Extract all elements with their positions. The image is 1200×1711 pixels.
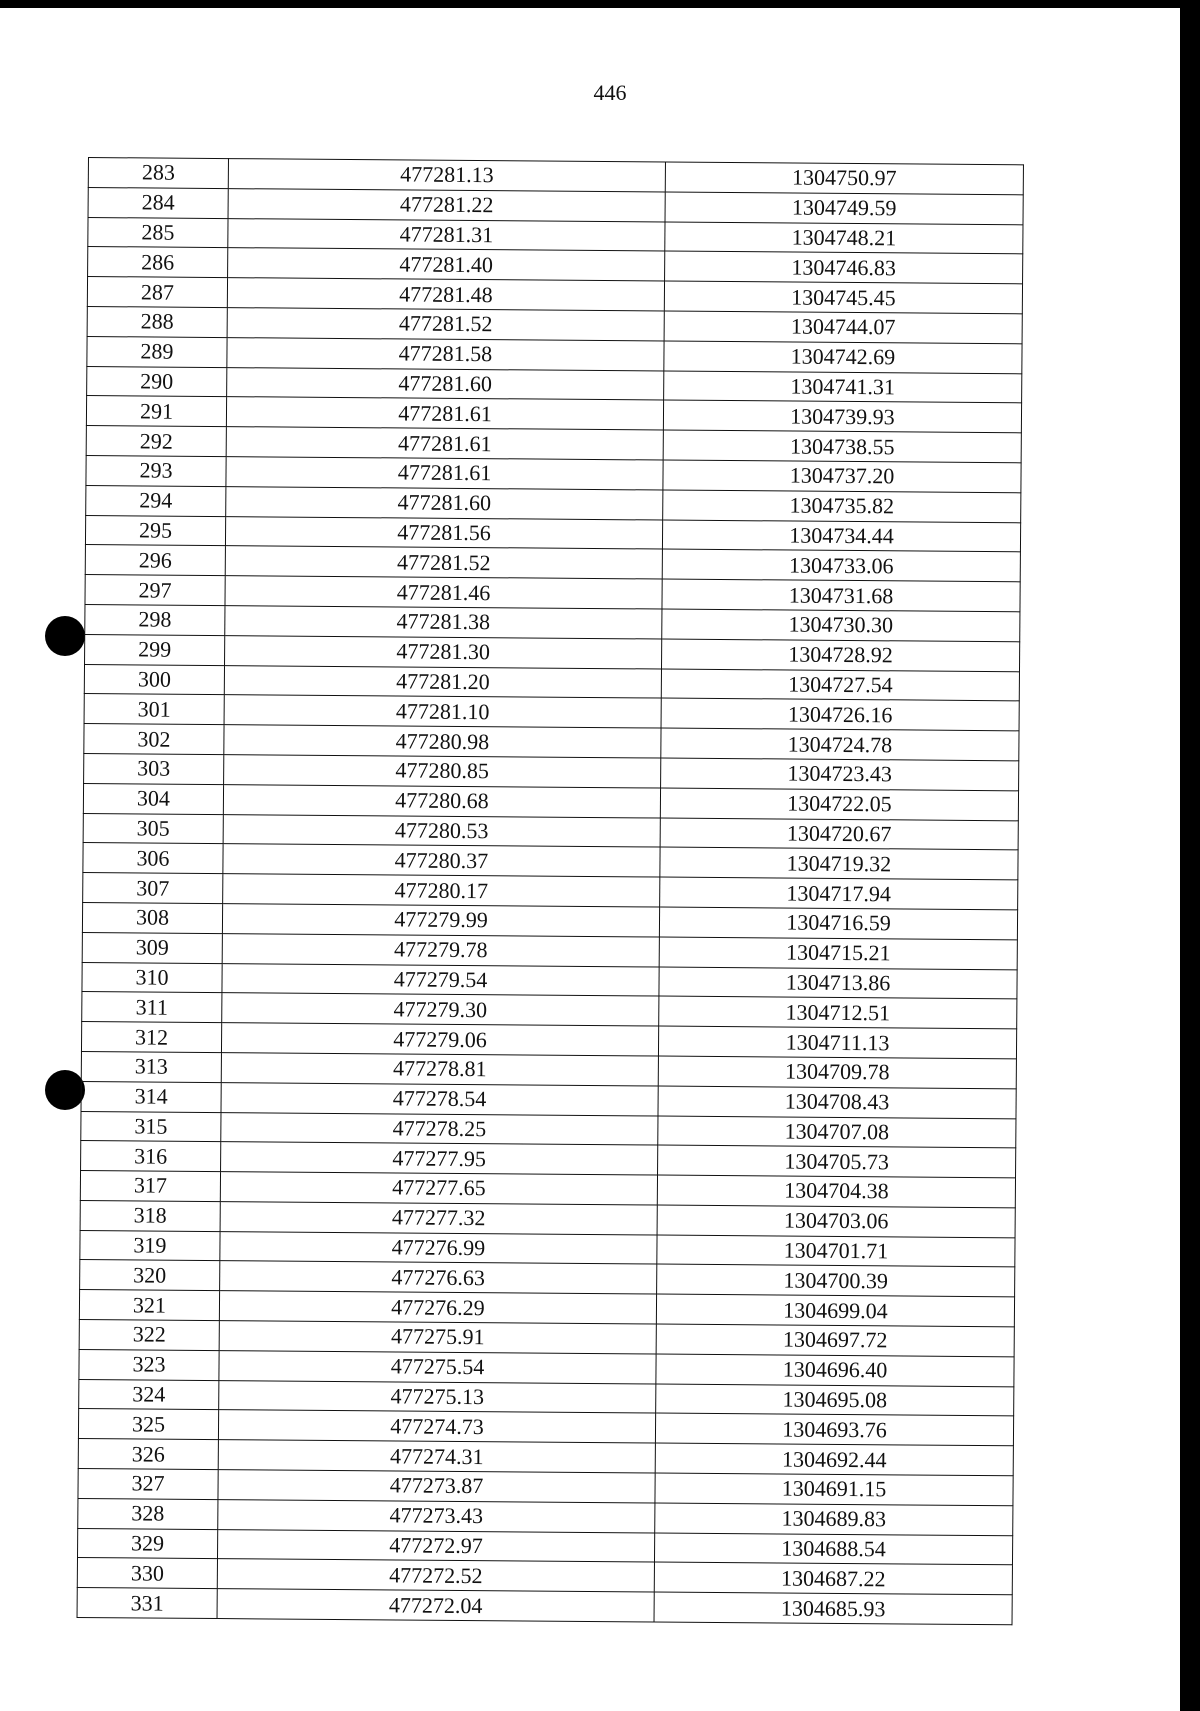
y-coordinate-cell: 1304742.69 [664, 341, 1022, 374]
point-number-cell: 330 [77, 1558, 217, 1589]
y-coordinate-cell: 1304750.97 [665, 162, 1023, 195]
point-number-cell: 305 [83, 813, 223, 844]
point-number-cell: 292 [86, 426, 226, 457]
x-coordinate-cell: 477280.85 [224, 755, 661, 788]
y-coordinate-cell: 1304715.21 [659, 937, 1017, 970]
x-coordinate-cell: 477280.37 [223, 844, 660, 877]
point-number-cell: 295 [85, 515, 225, 546]
point-number-cell: 329 [77, 1528, 217, 1559]
point-number-cell: 307 [83, 873, 223, 904]
point-number-cell: 312 [81, 1022, 221, 1053]
x-coordinate-cell: 477274.31 [218, 1440, 655, 1473]
point-number-cell: 304 [83, 783, 223, 814]
y-coordinate-cell: 1304708.43 [658, 1086, 1016, 1119]
point-number-cell: 322 [79, 1320, 219, 1351]
point-number-cell: 301 [84, 694, 224, 725]
x-coordinate-cell: 477276.99 [220, 1231, 657, 1264]
point-number-cell: 297 [85, 575, 225, 606]
x-coordinate-cell: 477281.10 [224, 695, 661, 728]
point-number-cell: 303 [84, 753, 224, 784]
y-coordinate-cell: 1304723.43 [661, 758, 1019, 791]
x-coordinate-cell: 477281.31 [228, 218, 665, 251]
y-coordinate-cell: 1304693.76 [655, 1413, 1013, 1446]
point-number-cell: 283 [88, 158, 228, 189]
point-number-cell: 325 [78, 1409, 218, 1440]
x-coordinate-cell: 477275.91 [219, 1321, 656, 1354]
point-number-cell: 317 [80, 1171, 220, 1202]
point-number-cell: 288 [87, 306, 227, 337]
y-coordinate-cell: 1304749.59 [665, 192, 1023, 225]
x-coordinate-cell: 477281.48 [227, 278, 664, 311]
x-coordinate-cell: 477281.61 [226, 427, 663, 460]
point-number-cell: 324 [79, 1379, 219, 1410]
point-number-cell: 318 [80, 1200, 220, 1231]
y-coordinate-cell: 1304744.07 [664, 311, 1022, 344]
y-coordinate-cell: 1304719.32 [660, 847, 1018, 880]
y-coordinate-cell: 1304700.39 [657, 1264, 1015, 1297]
x-coordinate-cell: 477281.56 [225, 516, 662, 549]
x-coordinate-cell: 477275.54 [219, 1350, 656, 1383]
point-number-cell: 308 [82, 902, 222, 933]
point-number-cell: 311 [82, 992, 222, 1023]
point-number-cell: 331 [77, 1588, 217, 1619]
y-coordinate-cell: 1304739.93 [663, 400, 1021, 433]
y-coordinate-cell: 1304724.78 [661, 728, 1019, 761]
y-coordinate-cell: 1304695.08 [656, 1384, 1014, 1417]
point-number-cell: 299 [85, 634, 225, 665]
x-coordinate-cell: 477281.61 [226, 457, 663, 490]
x-coordinate-cell: 477281.38 [225, 606, 662, 639]
point-number-cell: 291 [86, 396, 226, 427]
x-coordinate-cell: 477281.60 [226, 486, 663, 519]
y-coordinate-cell: 1304731.68 [662, 579, 1020, 612]
x-coordinate-cell: 477281.13 [228, 159, 665, 192]
y-coordinate-cell: 1304692.44 [655, 1443, 1013, 1476]
x-coordinate-cell: 477281.46 [225, 576, 662, 609]
x-coordinate-cell: 477277.95 [221, 1142, 658, 1175]
x-coordinate-cell: 477281.40 [228, 248, 665, 281]
y-coordinate-cell: 1304705.73 [658, 1145, 1016, 1178]
table-row [77, 1588, 1012, 1625]
x-coordinate-cell: 477281.52 [225, 546, 662, 579]
point-number-cell: 328 [78, 1498, 218, 1529]
point-number-cell: 315 [81, 1111, 221, 1142]
x-coordinate-cell: 477278.81 [221, 1052, 658, 1085]
point-number-cell: 284 [88, 187, 228, 218]
y-coordinate-cell: 1304733.06 [662, 549, 1020, 582]
point-number-cell: 326 [78, 1439, 218, 1470]
y-coordinate-cell: 1304720.67 [660, 818, 1018, 851]
y-coordinate-cell: 1304697.72 [656, 1324, 1014, 1357]
punch-hole-mark [45, 1070, 85, 1110]
x-coordinate-cell: 477280.98 [224, 725, 661, 758]
y-coordinate-cell: 1304726.16 [661, 698, 1019, 731]
point-number-cell: 300 [84, 664, 224, 695]
x-coordinate-cell: 477276.63 [220, 1261, 657, 1294]
point-number-cell: 285 [88, 217, 228, 248]
y-coordinate-cell: 1304696.40 [656, 1354, 1014, 1387]
y-coordinate-cell: 1304734.44 [662, 520, 1020, 553]
y-coordinate-cell: 1304717.94 [660, 877, 1018, 910]
y-coordinate-cell: 1304712.51 [659, 996, 1017, 1029]
point-number-cell: 287 [87, 277, 227, 308]
y-coordinate-cell: 1304741.31 [664, 371, 1022, 404]
y-coordinate-cell: 1304713.86 [659, 967, 1017, 1000]
x-coordinate-cell: 477273.87 [218, 1470, 655, 1503]
document-page [0, 8, 1180, 1711]
x-coordinate-cell: 477279.99 [222, 904, 659, 937]
x-coordinate-cell: 477281.20 [224, 665, 661, 698]
punch-hole-mark [45, 616, 85, 656]
x-coordinate-cell: 477278.54 [221, 1082, 658, 1115]
x-coordinate-cell: 477281.30 [225, 635, 662, 668]
point-number-cell: 286 [88, 247, 228, 278]
x-coordinate-cell: 477279.06 [221, 1023, 658, 1056]
y-coordinate-cell: 1304735.82 [663, 490, 1021, 523]
point-number-cell: 323 [79, 1349, 219, 1380]
y-coordinate-cell: 1304730.30 [662, 609, 1020, 642]
x-coordinate-cell: 477273.43 [218, 1499, 655, 1532]
x-coordinate-cell: 477275.13 [219, 1380, 656, 1413]
point-number-cell: 310 [82, 962, 222, 993]
x-coordinate-cell: 477276.29 [219, 1291, 656, 1324]
y-coordinate-cell: 1304701.71 [657, 1235, 1015, 1268]
point-number-cell: 309 [82, 932, 222, 963]
x-coordinate-cell: 477281.52 [227, 308, 664, 341]
point-number-cell: 289 [87, 336, 227, 367]
y-coordinate-cell: 1304709.78 [658, 1056, 1016, 1089]
point-number-cell: 316 [81, 1141, 221, 1172]
x-coordinate-cell: 477281.61 [226, 397, 663, 430]
x-coordinate-cell: 477280.53 [223, 814, 660, 847]
x-coordinate-cell: 477279.54 [222, 963, 659, 996]
y-coordinate-cell: 1304711.13 [658, 1026, 1016, 1059]
x-coordinate-cell: 477272.04 [217, 1589, 654, 1622]
point-number-cell: 313 [81, 1051, 221, 1082]
point-number-cell: 306 [83, 843, 223, 874]
y-coordinate-cell: 1304687.22 [654, 1562, 1012, 1595]
x-coordinate-cell: 477272.52 [217, 1559, 654, 1592]
page-number: 446 [593, 80, 627, 105]
point-number-cell: 296 [85, 545, 225, 576]
y-coordinate-cell: 1304748.21 [665, 222, 1023, 255]
x-coordinate-cell: 477277.32 [220, 1201, 657, 1234]
x-coordinate-cell: 477281.22 [228, 188, 665, 221]
x-coordinate-cell: 477277.65 [220, 1172, 657, 1205]
point-number-cell: 320 [80, 1260, 220, 1291]
point-number-cell: 298 [85, 604, 225, 635]
y-coordinate-cell: 1304737.20 [663, 460, 1021, 493]
point-number-cell: 294 [86, 485, 226, 516]
y-coordinate-cell: 1304691.15 [655, 1473, 1013, 1506]
y-coordinate-cell: 1304728.92 [661, 639, 1019, 672]
y-coordinate-cell: 1304746.83 [665, 251, 1023, 284]
y-coordinate-cell: 1304727.54 [661, 669, 1019, 702]
x-coordinate-cell: 477281.60 [227, 367, 664, 400]
y-coordinate-cell: 1304689.83 [655, 1503, 1013, 1536]
y-coordinate-cell: 1304688.54 [654, 1533, 1012, 1566]
point-number-cell: 293 [86, 455, 226, 486]
coordinates-table-body [77, 158, 1023, 1625]
y-coordinate-cell: 1304704.38 [657, 1175, 1015, 1208]
x-coordinate-cell: 477280.68 [223, 784, 660, 817]
point-number-cell: 302 [84, 724, 224, 755]
point-number-cell: 290 [87, 366, 227, 397]
x-coordinate-cell: 477272.97 [217, 1529, 654, 1562]
x-coordinate-cell: 477281.58 [227, 337, 664, 370]
x-coordinate-cell: 477278.25 [221, 1112, 658, 1145]
point-number-cell: 319 [80, 1230, 220, 1261]
coordinates-table [77, 157, 1024, 1625]
point-number-cell: 314 [81, 1081, 221, 1112]
x-coordinate-cell: 477274.73 [218, 1410, 655, 1443]
point-number-cell: 327 [78, 1469, 218, 1500]
y-coordinate-cell: 1304707.08 [658, 1116, 1016, 1149]
x-coordinate-cell: 477279.30 [222, 993, 659, 1026]
y-coordinate-cell: 1304745.45 [664, 281, 1022, 314]
y-coordinate-cell: 1304738.55 [663, 430, 1021, 463]
y-coordinate-cell: 1304716.59 [659, 907, 1017, 940]
y-coordinate-cell: 1304722.05 [660, 788, 1018, 821]
x-coordinate-cell: 477279.78 [222, 933, 659, 966]
point-number-cell: 321 [79, 1290, 219, 1321]
y-coordinate-cell: 1304703.06 [657, 1205, 1015, 1238]
x-coordinate-cell: 477280.17 [223, 874, 660, 907]
y-coordinate-cell: 1304699.04 [656, 1294, 1014, 1327]
y-coordinate-cell: 1304685.93 [654, 1592, 1012, 1625]
